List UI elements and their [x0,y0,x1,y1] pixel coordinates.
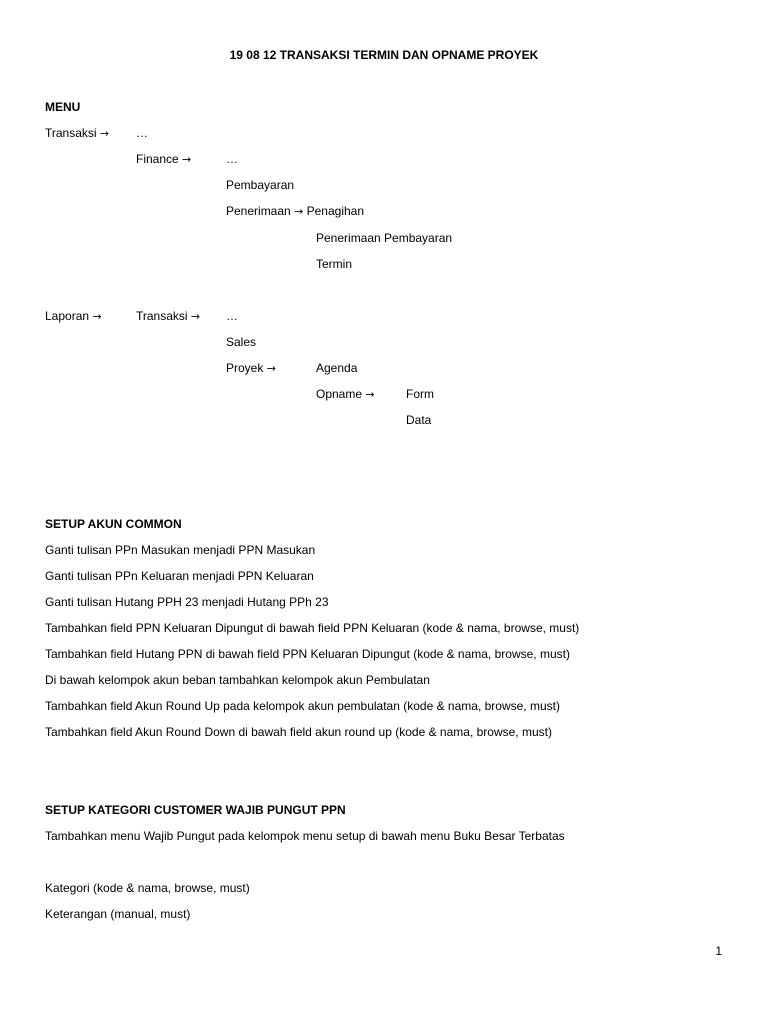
menu-transaksi-dots: … [136,126,148,140]
menu-data: Data [406,413,432,427]
menu-proyek [226,360,276,377]
setup-akun-item: Tambahkan field Akun Round Up pada kelompok akun pembulatan (kode & nama, browse, must) [45,699,560,713]
setup-akun-item: Tambahkan field Hutang PPN di bawah field PPN Keluaran Dipungut (kode & nama, browse, must) [45,647,570,661]
setup-akun-item: Ganti tulisan PPn Keluaran menjadi PPN Keluaran [45,569,314,583]
menu-sales: Sales [226,335,257,349]
menu-laporan-transaksi-label: Transaksi [136,309,188,323]
menu-finance-label: Finance [136,152,179,166]
menu-finance [136,151,191,168]
menu-penerimaan [226,203,364,220]
menu-penerimaan-pembayaran: Penerimaan Pembayaran [316,231,453,245]
setup-akun-item: Ganti tulisan PPn Masukan menjadi PPN Masukan [45,543,316,557]
setup-akun-heading: SETUP AKUN COMMON [45,517,182,531]
menu-termin: Termin [316,257,353,271]
menu-heading: MENU [45,100,81,114]
menu-penerimaan-label: Penerimaan [226,204,291,218]
menu-transaksi-label: Transaksi [45,126,97,140]
menu-pembayaran: Pembayaran [226,178,295,192]
menu-laporan-label: Laporan [45,309,90,323]
arrow-right-icon: → [99,127,110,140]
arrow-right-icon: → [365,388,375,401]
menu-laporan-dots: … [226,309,238,323]
arrow-right-icon: → [190,310,201,323]
menu-laporan-transaksi [136,308,200,325]
menu-finance-dots: … [226,152,238,166]
menu-transaksi [45,125,109,142]
setup-akun-item: Tambahkan field PPN Keluaran Dipungut di bawah field PPN Keluaran (kode & nama, browse, must) [45,621,580,635]
setup-akun-item: Di bawah kelompok akun beban tambahkan kelompok akun Pembulatan [45,673,430,687]
menu-penagihan: Penagihan [306,204,365,218]
arrow-right-icon: → [182,153,192,166]
menu-opname-label: Opname [316,387,363,401]
page-number: 1 [715,944,722,958]
setup-kategori-intro: Tambahkan menu Wajib Pungut pada kelompok menu setup di bawah menu Buku Besar Terbatas [45,829,565,843]
setup-kategori-item: Kategori (kode & nama, browse, must) [45,881,250,895]
arrow-right-icon: → [294,205,304,218]
setup-kategori-heading: SETUP KATEGORI CUSTOMER WAJIB PUNGUT PPN [45,803,346,817]
page-title: 19 08 12 TRANSAKSI TERMIN DAN OPNAME PROYEK [229,48,539,62]
menu-laporan [45,308,102,325]
setup-kategori-item: Keterangan (manual, must) [45,907,191,921]
setup-akun-item: Ganti tulisan Hutang PPH 23 menjadi Hutang PPh 23 [45,595,329,609]
menu-opname [316,386,375,403]
menu-proyek-label: Proyek [226,361,264,375]
setup-akun-item: Tambahkan field Akun Round Down di bawah field akun round up (kode & nama, browse, must) [45,725,552,739]
arrow-right-icon: → [266,362,276,375]
arrow-right-icon: → [92,310,102,323]
menu-form: Form [406,387,434,401]
menu-agenda: Agenda [316,361,358,375]
